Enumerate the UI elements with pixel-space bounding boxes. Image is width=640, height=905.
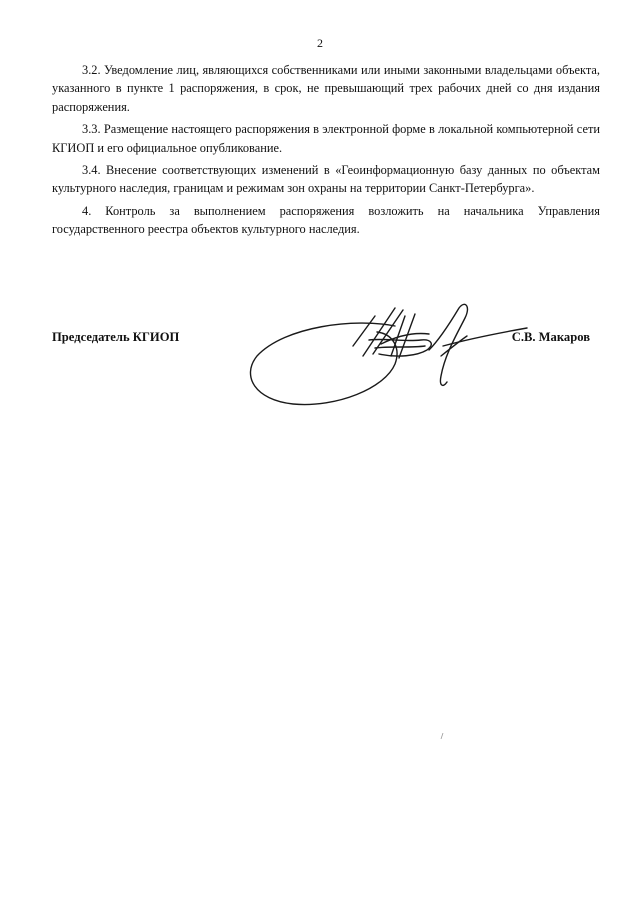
- signer-name: С.В. Макаров: [511, 330, 590, 344]
- paragraph-3-4: 3.4. Внесение соответствующих изменений в «Геоинформационную базу данных по объектам культурного наследия, границам и режимам зон охраны на территории Санкт-Петербурга».: [52, 163, 600, 196]
- paragraph-3-2: 3.2. Уведомление лиц, являющихся собственниками или иными законными владельцами объекта, указанного в пункте 1 распоряжения, в срок, не превышающий трех рабочих дней со дня издания распоряжения.: [52, 63, 600, 114]
- page-number: 2: [317, 36, 323, 50]
- signer-title: Председатель КГИОП: [52, 330, 180, 344]
- handwritten-signature-icon: [245, 296, 530, 416]
- scan-speck-icon: [440, 733, 444, 739]
- paragraph-4: 4. Контроль за выполнением распоряжения возложить на начальника Управления государственного реестра объектов культурного наследия.: [52, 203, 600, 237]
- document-body: [52, 61, 600, 243]
- paragraph-3-3: 3.3. Размещение настоящего распоряжения в электронной форме в локальной компьютерной сети КГИОП и его официальное опубликование.: [52, 122, 600, 155]
